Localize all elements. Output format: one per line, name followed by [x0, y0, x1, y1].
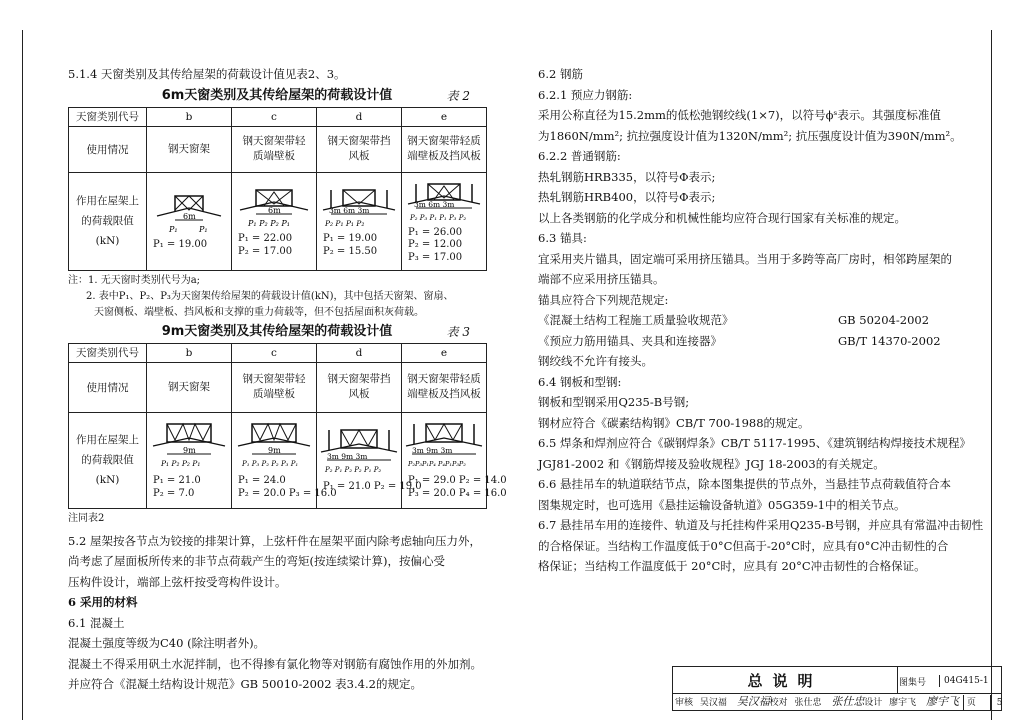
load-label: 作用在屋架上 [76, 195, 139, 207]
dim-label: 6m [268, 206, 281, 215]
dim-label: 3m 9m 3m [412, 446, 453, 455]
note-line: 注：1. 无天窗时类别代号为a; [68, 274, 201, 286]
load-value: P₃ = 20.0 P₄ = 16.0 [408, 487, 507, 499]
use-cell: 钢天窗架 [147, 126, 232, 172]
paragraph-line: 6.2.1 预应力钢筋: [538, 87, 633, 102]
use-cell: 钢天窗架带轻质端壁板 [232, 126, 317, 172]
role-label: 审核 [675, 698, 694, 708]
svg-text:P₂ P₁ P₂ P₂ P₁ P₂: P₂ P₁ P₂ P₂ P₁ P₂ [325, 466, 382, 475]
load-value: P₃ = 17.00 [408, 251, 463, 263]
paragraph-line: 端部不应采用挤压锚具。 [538, 272, 665, 286]
header-cell: b [147, 107, 232, 126]
header-cell: b [147, 343, 232, 362]
section-6-heading: 6 采用的材料 [68, 595, 138, 609]
concrete-line: 混凝土不得采用矾土水泥拌制，也不得掺有氯化物等对钢筋有腐蚀作用的外加剂。 [68, 656, 482, 671]
load-label: 作用在屋架上 [76, 434, 139, 446]
truss-diagram-icon [234, 184, 314, 230]
section-5-2 [68, 531, 498, 593]
use-cell: 钢天窗架带挡风板 [317, 126, 402, 172]
truss-diagram-icon [149, 190, 229, 236]
load-label-cell [69, 412, 147, 508]
table3-header-row [69, 343, 487, 362]
truss-diagram-icon [319, 184, 399, 230]
right-column [538, 64, 998, 577]
truss-diagram-icon [234, 420, 314, 472]
paragraph-line: 热轧钢筋HRB335，以符号Φ表示; [538, 169, 716, 184]
header-cell: c [232, 107, 317, 126]
header-cell: d [317, 107, 402, 126]
svg-text:P₁: P₁ [199, 225, 208, 235]
svg-text:P₁ P₃ P₂ P₂ P₃ P₁: P₁ P₃ P₂ P₂ P₃ P₁ [242, 460, 299, 468]
table3-number: 表 3 [446, 324, 470, 339]
code-number: GB 50204-2002 [838, 313, 930, 327]
page-label: 页 [963, 695, 987, 711]
load-cell-b [147, 412, 232, 508]
load-cell-d [317, 172, 402, 270]
signature-row [672, 693, 1002, 711]
name-text: 张仕忠 [794, 698, 822, 708]
table3 [68, 343, 507, 509]
dim-label: 3m 6m 3m [329, 206, 370, 215]
table2-number: 表 2 [446, 88, 470, 103]
role-label: 校对 [769, 698, 788, 708]
load-value: P₁ = 19.00 [153, 239, 208, 251]
code-row [538, 310, 998, 331]
use-cell: 钢天窗架带挡风板 [317, 362, 402, 412]
load-value: P₁ = 26.00 [408, 226, 463, 238]
paragraph-line: 5.2 屋架按各节点为铰接的排架计算，上弦杆件在屋架平面内除考虑轴向压力外， [68, 533, 481, 548]
header-cell: c [232, 343, 317, 362]
load-value: P₁ = 29.0 P₂ = 14.0 [408, 475, 507, 486]
load-cell-e [402, 412, 507, 508]
use-cell: 钢天窗架带轻质端壁板及挡风板 [402, 362, 487, 412]
load-label: 的荷载限值 [81, 215, 134, 227]
paragraph-line: 钢绞线不允许有接头。 [538, 354, 653, 368]
intro-text: 5.1.4 天窗类别及其传给屋架的荷载设计值见表2、3。 [68, 67, 346, 81]
atlas-label: 图集号 [899, 678, 927, 688]
paragraph-line: 锚具应符合下列规范规定: [538, 292, 669, 307]
dim-label: 9m [183, 446, 196, 455]
load-value: P₂ = 17.00 [238, 245, 293, 257]
header-cell: 天窗类别代号 [69, 107, 147, 126]
load-value: P₁ = 21.0 P₂ = 19.0 [323, 481, 422, 493]
paragraph-line: 宜采用夹片锚具，固定端可采用挤压锚具。当用于多跨等高厂房时，相邻跨屋架的 [538, 251, 952, 266]
code-name: 《混凝土结构工程施工质量验收规范》 [538, 313, 734, 327]
paragraph-line: JGJ81-2002 和《钢筋焊接及验收规程》JGJ 18-2003的有关规定。 [538, 456, 885, 471]
signature: 吴汉福 [736, 695, 770, 708]
header-cell: e [402, 343, 487, 362]
svg-text:P₁ P₂ P₂ P₁: P₁ P₂ P₂ P₁ [248, 219, 290, 228]
dim-label: 6m [183, 212, 196, 222]
svg-text:P₁ P₂ P₂ P₁: P₁ P₂ P₂ P₁ [161, 459, 201, 468]
header-cell: e [402, 107, 487, 126]
signature: 张仕忠 [831, 695, 865, 708]
table3-load-row [69, 412, 487, 508]
truss-diagram-icon [404, 420, 484, 472]
svg-text:P₂ P₁ P₁ P₂: P₂ P₁ P₁ P₂ [325, 219, 365, 228]
role-label: 设计 [864, 698, 883, 708]
load-value: P₁ = 21.0 [153, 475, 201, 486]
paragraph-line: 6.3 锚具: [538, 231, 587, 245]
signature: 廖宇飞 [926, 695, 959, 708]
paragraph-line: 钢板和型钢采用Q235-B号钢; [538, 395, 690, 409]
paragraph-line: 热轧钢筋HRB400，以符号Φ表示; [538, 190, 716, 204]
truss-diagram-icon [149, 420, 229, 472]
note-line: 天窗侧板、端壁板、挡风板和支撑的重力荷载等，但不包括屋面积灰荷载。 [94, 306, 424, 318]
load-label: 的荷载限值 [81, 454, 134, 466]
paragraph-line: 6.2.2 普通钢筋: [538, 149, 621, 163]
table2-notes [68, 273, 498, 321]
paragraph-line: 6.6 悬挂吊车的轨道联结节点，除本图集提供的节点外，当悬挂节点荷载值符合本 [538, 477, 951, 491]
paragraph-line: 钢材应符合《碳素结构钢》CB/T 700-1988的规定。 [538, 415, 810, 430]
concrete-line: 混凝土强度等级为C40 (除注明者外)。 [68, 636, 266, 650]
paragraph-line: 压构件设计，端部上弦杆按受弯构件设计。 [68, 574, 287, 589]
table3-note: 注同表2 [68, 512, 105, 524]
truss-diagram-icon [404, 178, 484, 224]
load-value: P₁ = 22.00 [238, 233, 293, 244]
left-column [68, 64, 507, 695]
load-cell-e [402, 172, 487, 270]
name-text: 吴汉福 [699, 698, 727, 708]
table2-header-row [69, 107, 487, 126]
atlas-number: 04G415-1 [939, 675, 989, 687]
atlas-number-box [897, 666, 1002, 694]
dim-label: 9m [268, 446, 281, 455]
use-label: 使用情况 [69, 362, 147, 412]
table2-caption [68, 85, 486, 107]
load-label: (kN) [95, 235, 120, 247]
use-cell: 钢天窗架 [147, 362, 232, 412]
concrete-line: 并应符合《混凝土结构设计规范》GB 50010-2002 表3.4.2的规定。 [68, 677, 422, 691]
paragraph-line: 图集规定时，也可选用《悬挂运输设备轨道》05G359-1中的相关节点。 [538, 497, 906, 512]
table3-use-row [69, 362, 487, 412]
name-text: 廖宇飞 [889, 698, 917, 708]
code-number: GB/T 14370-2002 [838, 333, 941, 348]
dim-label: 3m 9m 3m [327, 452, 368, 462]
paragraph-line: 6.5 焊条和焊剂应符合《碳钢焊条》CB/T 5117-1995、《建筑钢结构焊接技术规程》 [538, 436, 972, 450]
table3-title: 9m天窗类别及其传给屋架的荷载设计值 [161, 323, 393, 339]
dim-label: 3m 6m 3m [414, 199, 455, 209]
section-6-1-heading: 6.1 混凝土 [68, 615, 125, 630]
load-value: P₂ = 12.00 [408, 239, 463, 251]
load-cell-b [147, 172, 232, 270]
load-cell-d [317, 412, 422, 508]
code-row [538, 331, 998, 352]
load-label-cell [69, 172, 147, 270]
paragraph-line: 格保证；当结构工作温度低于 20°C时，应具有 20°C冲击韧性的合格保证。 [538, 559, 926, 573]
svg-text:P₁: P₁ [169, 225, 178, 235]
table2-load-row [69, 172, 487, 270]
paragraph-line: 以上各类钢筋的化学成分和机械性能均应符合现行国家有关标准的规定。 [538, 210, 906, 225]
svg-text:P₂P₃P₁P₄ P₄P₁P₃P₂: P₂P₃P₁P₄ P₄P₁P₃P₂ [408, 460, 466, 468]
load-cell-c [232, 412, 337, 508]
drawing-title: 总说明 [672, 666, 898, 694]
table2 [68, 107, 487, 271]
table2-title: 6m天窗类别及其传给屋架的荷载设计值 [161, 87, 393, 103]
load-value: P₂ = 15.50 [323, 245, 378, 257]
load-cell-c [232, 172, 317, 270]
paragraph-line: 为1860N/mm²; 抗拉强度设计值为1320N/mm²; 抗压强度设计值为390N/mm²。 [538, 128, 962, 143]
paragraph-line: 的合格保证。当结构工作温度低于0°C但高于-20°C时，应具有0°C冲击韧性的合 [538, 538, 949, 553]
code-name: 《预应力筋用锚具、夹具和连接器》 [538, 333, 722, 348]
svg-text:P₂ P₃ P₁ P₁ P₃ P₂: P₂ P₃ P₁ P₁ P₃ P₂ [410, 213, 467, 222]
paragraph-line: 尚考虑了屋面板所传来的非节点荷载产生的弯矩(按连续梁计算)，按偏心受 [68, 554, 445, 568]
paragraph-line: 采用公称直径为15.2mm的低松弛钢绞线(1×7)，以符号ϕˢ表示。其强度标准值 [538, 108, 941, 122]
header-cell: 天窗类别代号 [69, 343, 147, 362]
load-value: P₁ = 24.0 [238, 475, 286, 486]
table2-use-row [69, 126, 487, 172]
use-label: 使用情况 [69, 126, 147, 172]
paragraph-line: 6.4 钢板和型钢: [538, 374, 622, 389]
table3-caption [68, 321, 486, 343]
header-cell: d [317, 343, 402, 362]
load-value: P₂ = 7.0 [153, 487, 195, 499]
load-value: P₂ = 20.0 P₃ = 16.0 [238, 487, 337, 499]
page-number: 5 [990, 695, 1017, 711]
section-6-2-heading: 6.2 钢筋 [538, 67, 583, 81]
load-value: P₁ = 19.00 [323, 233, 378, 244]
load-label: (kN) [95, 474, 120, 486]
use-cell: 钢天窗架带轻质端壁板及挡风板 [402, 126, 487, 172]
note-line: 2. 表中P₁、P₂、P₃为天窗架传给屋架的荷载设计值(kN)，其中包括天窗架、窗扇、 [86, 290, 454, 302]
paragraph-line: 6.7 悬挂吊车用的连接件、轨道及与托挂构件采用Q235-B号钢，并应具有常温冲击韧性 [538, 518, 984, 532]
use-cell: 钢天窗架带轻质端壁板 [232, 362, 317, 412]
title-block [672, 666, 1002, 714]
truss-diagram-icon [319, 426, 399, 478]
